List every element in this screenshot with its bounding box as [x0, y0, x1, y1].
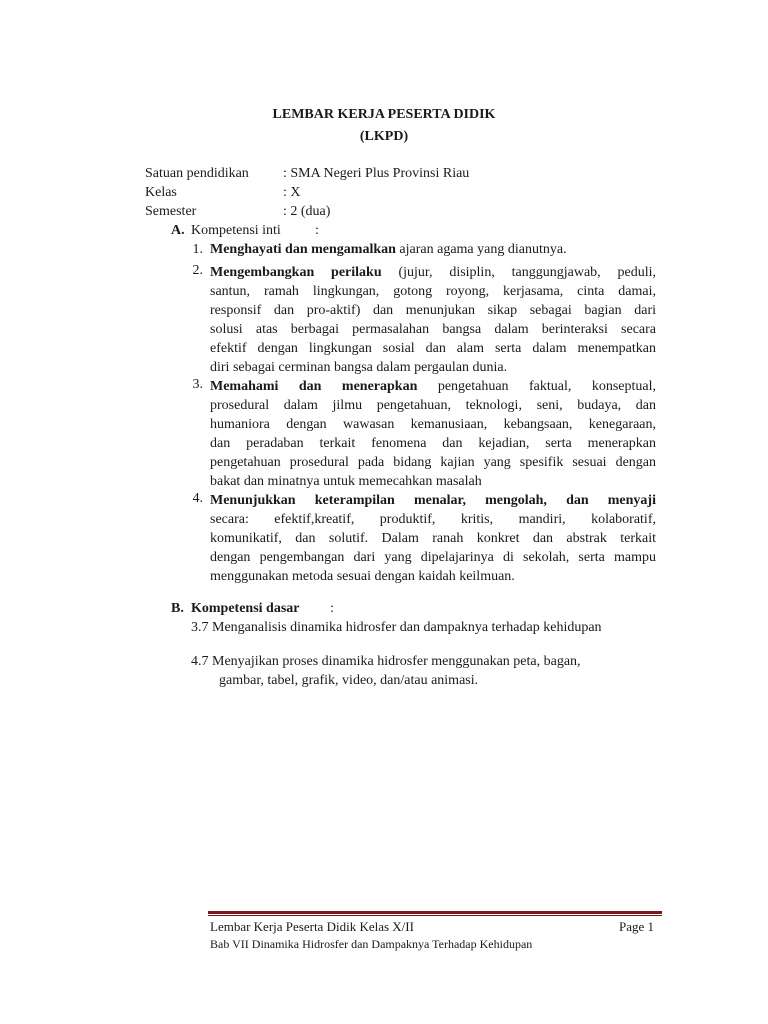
class-value: : X — [283, 185, 301, 200]
section-a-colon: : — [315, 223, 319, 238]
kd-4-7-line-1: 4.7 Menyajikan proses dinamika hidrosfer menggunakan peta, bagan, — [191, 654, 581, 669]
ki-3-number: 3. — [192, 377, 203, 392]
kd-3-7: 3.7 Menganalisis dinamika hidrosfer dan dampaknya terhadap kehidupan — [191, 620, 602, 635]
ki-4-text — [210, 491, 656, 586]
semester-value: : 2 (dua) — [283, 204, 331, 219]
footer-title: Lembar Kerja Peserta Didik Kelas X/II — [210, 919, 414, 934]
ki-3-line-5: pengetahuan prosedural pada bidang kajian yang spesifik sesuai dengan — [210, 455, 656, 470]
section-b-heading: Kompetensi dasar — [191, 601, 300, 616]
ki-1-text — [210, 242, 567, 258]
ki-4-line-2: komunikatif, dan solutif. Dalam ranah konkret dan abstrak terkait — [210, 531, 656, 546]
ki-4-first-line — [210, 491, 656, 510]
footer-rule-thin — [208, 915, 662, 916]
school-value: : SMA Negeri Plus Provinsi Riau — [283, 166, 470, 181]
ki-2-text — [210, 263, 656, 377]
class-label: Kelas — [145, 185, 177, 200]
ki-4-bold: Menunjukkan keterampilan menalar, mengolah, dan menyaji — [210, 493, 656, 508]
ki-1-line-1: ajaran agama yang dianutnya. — [399, 242, 567, 257]
ki-2-line-4: solusi atas berbagai permasalahan bangsa dalam berinteraksi secara — [210, 322, 656, 337]
ki-4-number: 4. — [192, 491, 203, 506]
ki-3-line-4: dan peradaban terkait fenomena dan kejadian, serta menerapkan — [210, 436, 656, 451]
footer-page-number: Page 1 — [618, 919, 654, 934]
kd-4-7-line-2: gambar, tabel, grafik, video, dan/atau animasi. — [219, 673, 479, 688]
ki-2-number: 2. — [192, 263, 203, 278]
section-a-heading: Kompetensi inti — [191, 223, 281, 238]
semester-label: Semester — [145, 204, 197, 219]
document-subtitle: (LKPD) — [359, 129, 409, 144]
ki-2-first-line — [210, 263, 656, 282]
document-title: LEMBAR KERJA PESERTA DIDIK — [272, 107, 496, 122]
ki-3-line-2: prosedural dalam jilmu pengetahuan, teknologi, seni, budaya, dan — [210, 398, 656, 413]
ki-3-first-line — [210, 377, 656, 396]
ki-1-bold: Menghayati dan mengamalkan — [210, 242, 396, 257]
ki-2-line-2: santun, ramah lingkungan, gotong royong, kerjasama, cinta damai, — [210, 284, 656, 299]
section-a-letter: A. — [171, 223, 185, 238]
ki-3-text — [210, 377, 656, 491]
ki-3-line-3: humaniora dengan wawasan kemanusiaan, kebangsaan, kenegaraan, — [210, 417, 656, 432]
ki-3-bold: Memahami dan menerapkan — [210, 379, 418, 394]
section-b-letter: B. — [171, 601, 184, 616]
ki-2-line-6: diri sebagai cerminan bangsa dalam pergaulan dunia. — [210, 360, 508, 375]
ki-2-line-3: responsif dan pro-aktif) dan menunjukan sikap sebagai bagian dari — [210, 303, 656, 318]
ki-4-line-1: secara: efektif,kreatif, produktif, kritis, mandiri, kolaboratif, — [210, 512, 656, 527]
footer-rule-thick — [208, 911, 662, 914]
ki-2-line-1: (jujur, disiplin, tanggungjawab, peduli, — [398, 265, 656, 280]
section-b-colon: : — [330, 601, 334, 616]
ki-4-line-4: menggunakan metoda sesuai dengan kaidah keilmuan. — [210, 569, 515, 584]
school-label: Satuan pendidikan — [145, 166, 249, 181]
ki-3-line-1: pengetahuan faktual, konseptual, — [437, 379, 656, 394]
ki-1-number: 1. — [192, 242, 203, 257]
ki-2-bold: Mengembangkan perilaku — [210, 265, 382, 280]
footer-chapter: Bab VII Dinamika Hidrosfer dan Dampaknya Terhadap Kehidupan — [210, 937, 533, 951]
ki-2-line-5: efektif dengan lingkungan sosial dan alam serta dalam menempatkan — [210, 341, 656, 356]
ki-3-line-6: bakat dan minatnya untuk memecahkan masalah — [210, 474, 482, 489]
ki-4-line-3: dengan pengembangan dari yang dipelajarinya di sekolah, serta mampu — [210, 550, 656, 565]
